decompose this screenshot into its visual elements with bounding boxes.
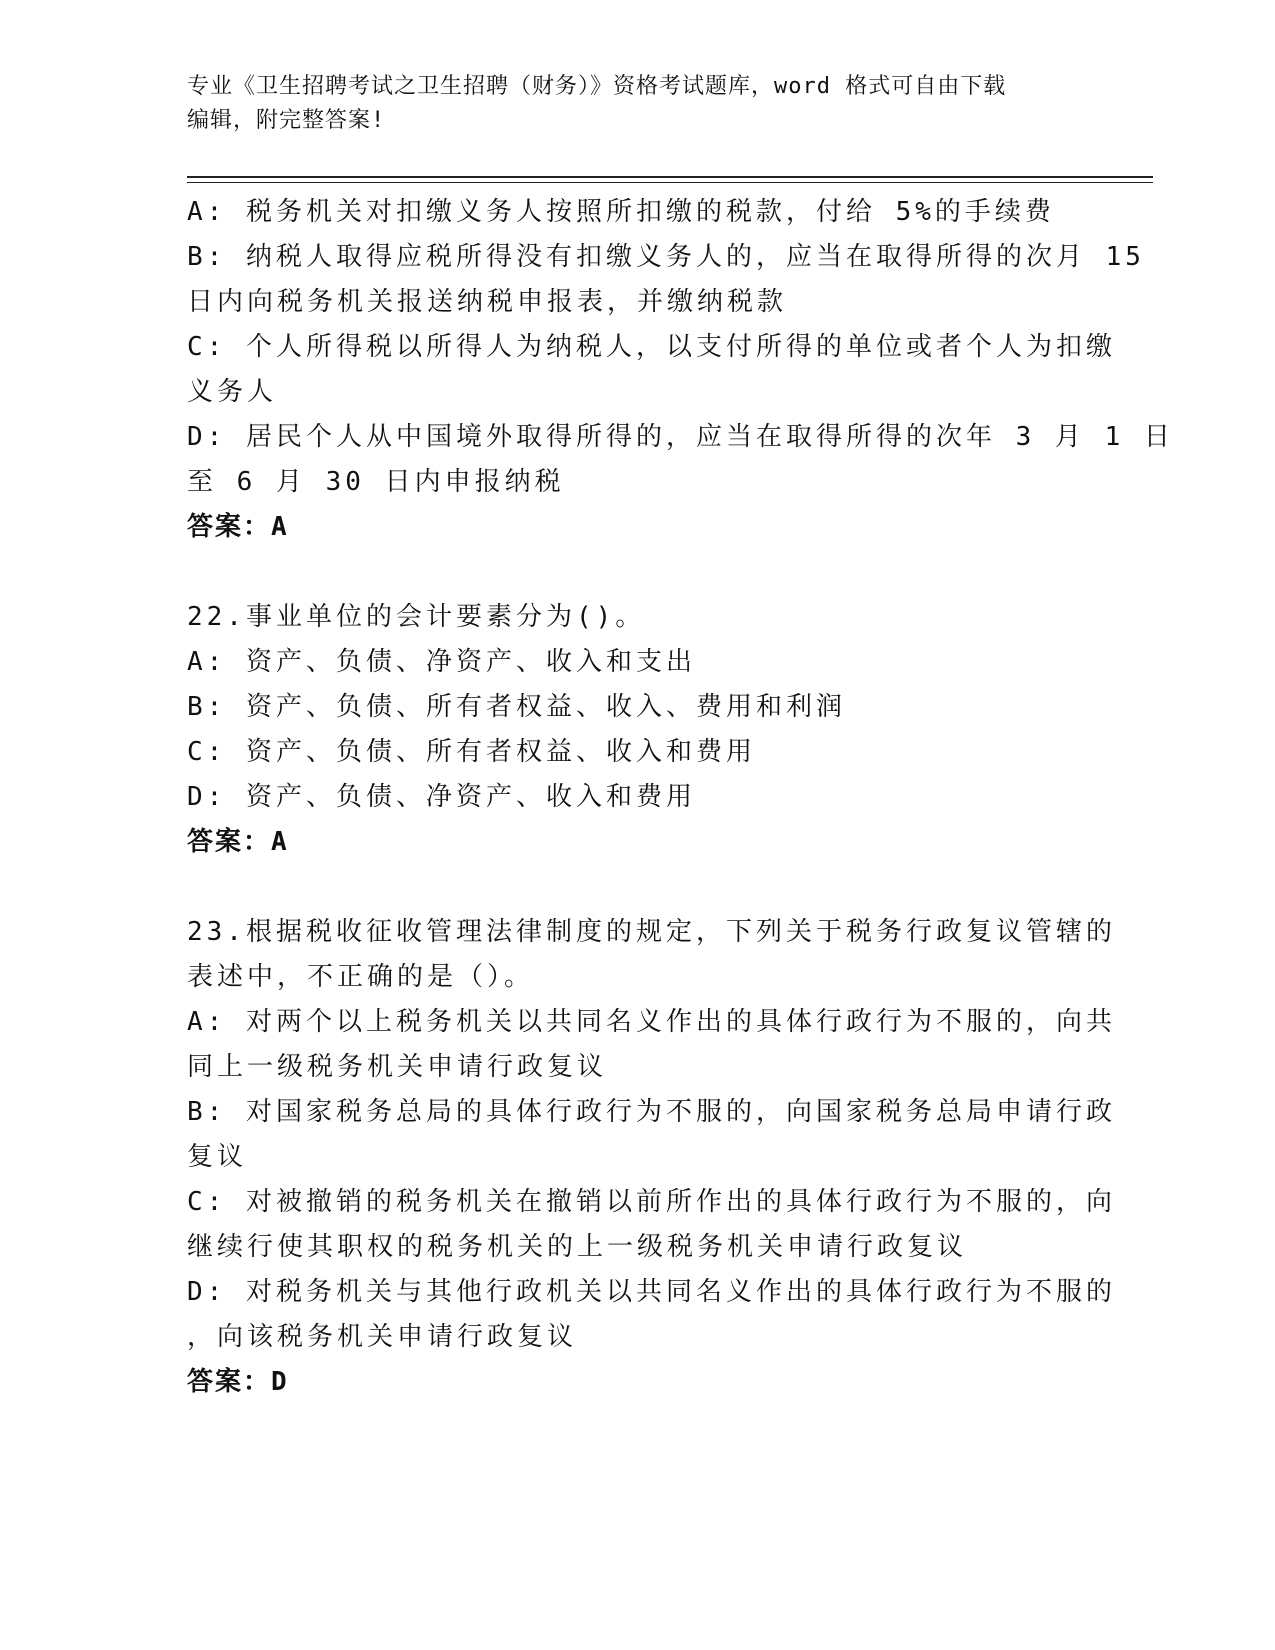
option-b-cont: 日内向税务机关报送纳税申报表，并缴纳税款: [187, 287, 788, 317]
answer-21: 答案：A: [187, 512, 289, 542]
document-header: [187, 70, 1067, 138]
option-a: A: 资产、负债、净资产、收入和支出: [187, 647, 696, 677]
option-d: D: 对税务机关与其他行政机关以共同名义作出的具体行政行为不服的: [187, 1277, 1116, 1307]
option-c: C: 对被撤销的税务机关在撤销以前所作出的具体行政行为不服的，向: [187, 1187, 1116, 1217]
answer-22: 答案：A: [187, 827, 289, 857]
option-d-cont: 至 6 月 30 日内申报纳税: [187, 467, 565, 497]
header-rule-thin: [187, 182, 1153, 183]
question-text: 22.事业单位的会计要素分为()。: [187, 602, 646, 632]
spacer: [187, 550, 1087, 595]
answer-23: 答案：D: [187, 1367, 289, 1397]
document-body: [187, 190, 1174, 1405]
header-rule-thick: [187, 176, 1153, 178]
spacer: [187, 865, 1087, 910]
question-text-cont: 表述中，不正确的是（）。: [187, 962, 535, 992]
option-d: D: 资产、负债、净资产、收入和费用: [187, 782, 696, 812]
option-a-cont: 同上一级税务机关申请行政复议: [187, 1052, 608, 1082]
option-a: A: 税务机关对扣缴义务人按照所扣缴的税款，付给 5%的手续费: [187, 197, 1055, 227]
option-d: D: 居民个人从中国境外取得所得的，应当在取得所得的次年 3 月 1 日: [187, 422, 1174, 452]
option-c: C: 资产、负债、所有者权益、收入和费用: [187, 737, 756, 767]
option-d-cont: ，向该税务机关申请行政复议: [187, 1322, 578, 1352]
header-line-2: 编辑，附完整答案!: [187, 108, 386, 133]
option-b: B: 纳税人取得应税所得没有扣缴义务人的，应当在取得所得的次月 15: [187, 242, 1145, 272]
question-23: [187, 910, 1116, 1405]
option-b: B: 资产、负债、所有者权益、收入、费用和利润: [187, 692, 846, 722]
question-21-options: [187, 190, 1174, 550]
option-b-cont: 复议: [187, 1142, 248, 1172]
option-a: A: 对两个以上税务机关以共同名义作出的具体行政行为不服的，向共: [187, 1007, 1116, 1037]
option-c-cont: 继续行使其职权的税务机关的上一级税务机关申请行政复议: [187, 1232, 968, 1262]
question-text: 23.根据税收征收管理法律制度的规定，下列关于税务行政复议管辖的: [187, 917, 1116, 947]
option-c-cont: 义务人: [187, 377, 278, 407]
option-b: B: 对国家税务总局的具体行政行为不服的，向国家税务总局申请行政: [187, 1097, 1116, 1127]
header-line-1: 专业《卫生招聘考试之卫生招聘（财务）》资格考试题库，word 格式可自由下载: [187, 74, 1007, 99]
question-22: [187, 595, 1087, 865]
option-c: C: 个人所得税以所得人为纳税人，以支付所得的单位或者个人为扣缴: [187, 332, 1116, 362]
